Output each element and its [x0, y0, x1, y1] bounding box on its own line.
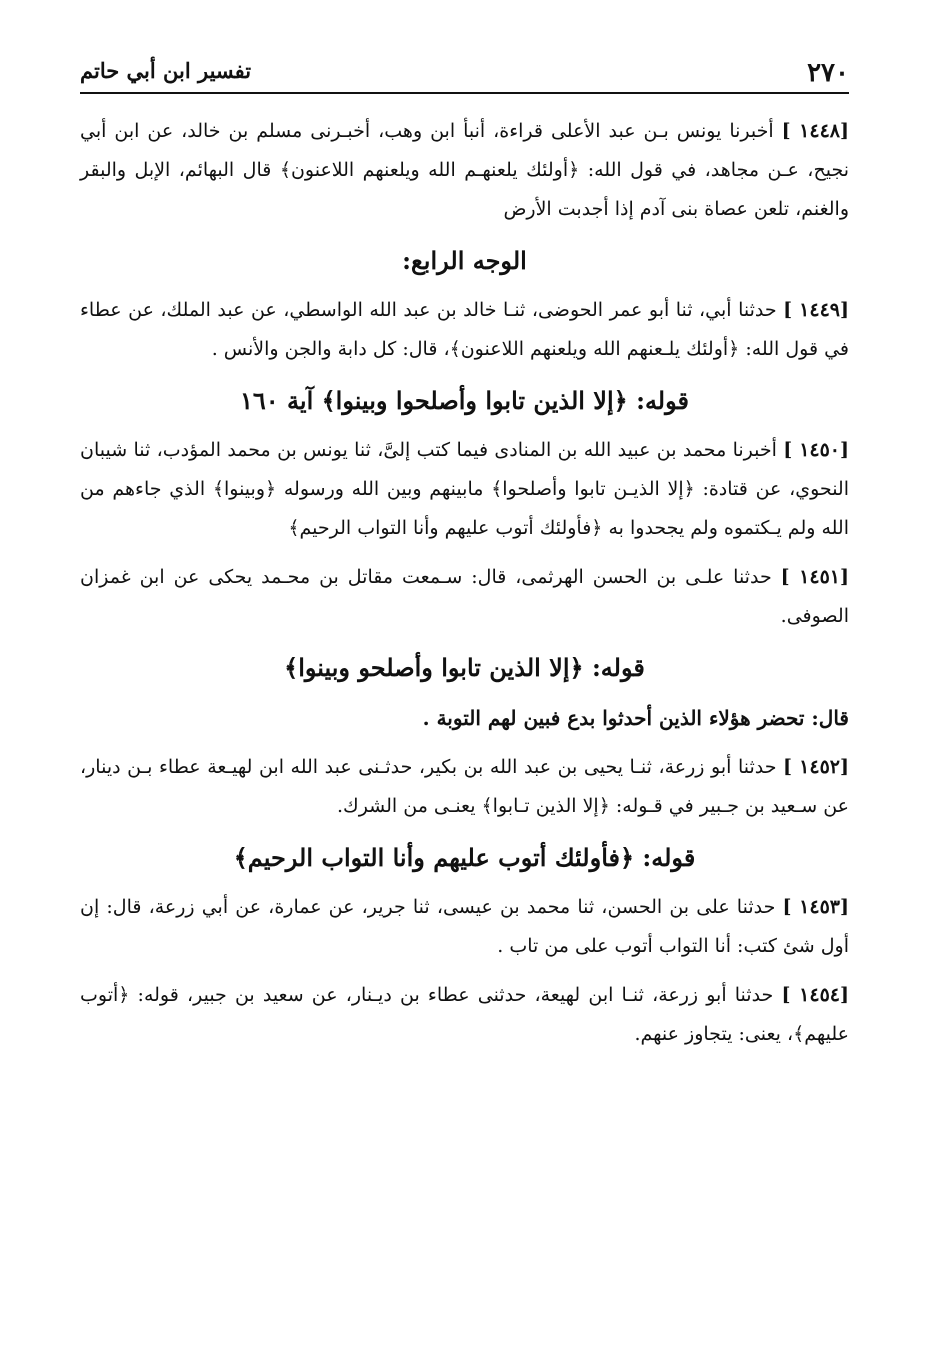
commentary-note: قال: تحضر هؤلاء الذين أحدثوا بدع فبين لهم التوبة .: [422, 706, 849, 730]
page-header: [80, 48, 849, 94]
document-page: [80, 48, 849, 1064]
entry-number: [١٤٤٩ ]: [783, 299, 849, 321]
entry-number: [١٤٤٨ ]: [781, 120, 849, 142]
section-heading-verse-160: قوله: ﴿إلا الذين تابوا وأصلحوا وبينوا﴾ آية ١٦٠: [240, 386, 689, 415]
hadith-entry-1450: [80, 431, 849, 548]
entry-text: حدثنا أبو زرعة، ثنـا ابن لهيعة، حدثنى عطاء بن ديـنار، عن سعيد بن جبير، قوله: ﴿أتوب عليهم﴾، يعنى: يتجاوز عنهم.: [80, 984, 849, 1045]
section-heading-repented: قوله: ﴿إلا الذين تابوا وأصلحو وبينوا﴾: [284, 653, 645, 682]
entry-number: [١٤٥٣ ]: [782, 896, 849, 918]
entry-text: أخبرنا يونس بـن عبد الأعلى قراءة، أنبأ ابن وهب، أخبـرنى مسلم بن خالد، عن ابن أبي نجيح، عـن مجاهد، في قول الله: ﴿أولئك يلعنهـم الله ويلعنهم اللاعنون﴾ قال البهائم، الإبل والبقر والغنم، تلعن عصاة بنى آدم إذا أجدبت الأرض: [80, 120, 849, 220]
section-heading-fourth-aspect: الوجه الرابع:: [402, 246, 527, 275]
entry-number: [١٤٥٢ ]: [783, 756, 849, 778]
hadith-entry-1454: [80, 976, 849, 1054]
entry-number: [١٤٥٠ ]: [783, 439, 850, 461]
section-heading-turn-to-them: قوله: ﴿فأولئك أتوب عليهم وأنا التواب الرحيم﴾: [233, 843, 696, 872]
entry-text: حدثنا علـى بن الحسن الهرثمى، قال: سـمعت مقاتل بن محـمد يحكى عن ابن غمزان الصوفى.: [80, 566, 849, 627]
entry-text: أخبرنا محمد بن عبيد الله بن المنادى فيما كتب إلىَّ، ثنا يونس بن محمد المؤدب، ثنا شيبان النحوي، عن قتادة: ﴿إلا الذيـن تابوا وأصلحوا﴾ مابينهم وبين الله ورسوله ﴿وبينوا﴾ الذي جاءهم من الله ولم يـكتموه ولم يجحدوا به ﴿فأولئك أتوب عليهم وأنا التواب الرحيم﴾: [80, 439, 849, 539]
hadith-entry-1448: [80, 112, 849, 229]
hadith-entry-1452: [80, 748, 849, 826]
entry-text: حدثنا أبو زرعة، ثنـا يحيى بن عبد الله بن بكير، حدثـنى عبد الله ابن لهيـعة عطاء بـن دينار، عن سـعيد بن جـبير في قـوله: ﴿إلا الذين تـابوا﴾ يعنـى من الشرك.: [80, 756, 849, 817]
entry-text: حدثنا أبي، ثنا أبو عمر الحوضى، ثنـا خالد بن عبد الله الواسطي، عن عبد الملك، عن عطاء في قول الله: ﴿أولئك يلـعنهم الله ويلعنهم اللاعنون﴾، قال: كل دابة والجن والأنس .: [80, 299, 849, 360]
hadith-entry-1453: [80, 888, 849, 966]
page-number: ٢٧٠: [807, 58, 849, 88]
entry-number: [١٤٥٤ ]: [781, 984, 849, 1006]
hadith-entry-1451: [80, 558, 849, 636]
book-title: تفسير ابن أبي حاتم: [80, 58, 252, 83]
entry-text: حدثنا على بن الحسن، ثنا محمد بن عيسى، ثنا جرير، عن عمارة، عن أبي زرعة، قال: إن أول شئ كتب: أنا التواب أتوب على من تاب .: [80, 896, 849, 957]
entry-number: [١٤٥١ ]: [780, 566, 849, 588]
page-body: [80, 112, 849, 1054]
hadith-entry-1449: [80, 291, 849, 369]
